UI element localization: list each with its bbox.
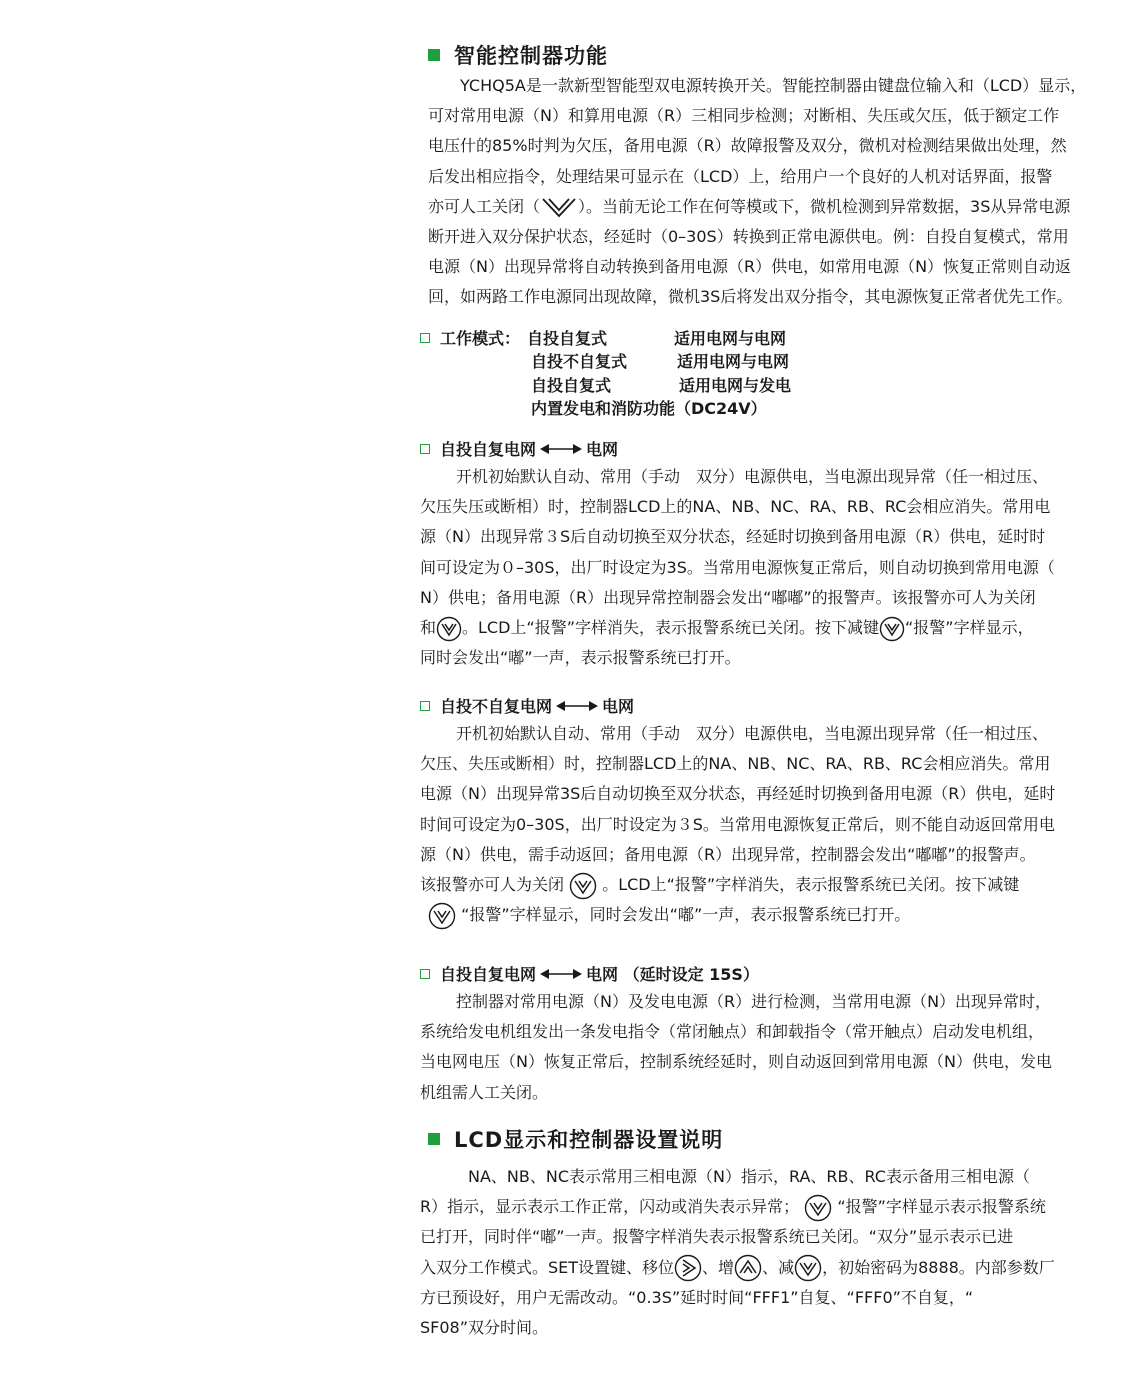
section1-paragraph [428, 71, 1112, 313]
text-line [420, 900, 1110, 930]
subsection-title-left: 自投不自复电网 [440, 697, 553, 716]
text-line [420, 870, 1110, 900]
block3-paragraph [420, 987, 1110, 1108]
text-line: 欠压、失压或断相）时，控制器LCD上的NA、NB、NC、RA、RB、RC会相应消失。常用 [420, 754, 1051, 774]
section-title-text: 智能控制器功能 [454, 44, 608, 68]
text-line: 系统给发电机组发出一条发电指令（常闭触点）和卸载指令（常开触点）启动发电机组， [420, 1022, 1045, 1042]
text-fragment: 、减 [762, 1257, 795, 1277]
hollow-square-bullet-icon [420, 333, 430, 343]
text-line: 时间可设定为0–30S，出厂时设定为３S。当常用电源恢复正常后，则不能自动返回常用电 [420, 814, 1055, 834]
text-fragment: “报警”字样显示， [905, 618, 1034, 638]
text-line: 可对常用电源（N）和算用电源（R）三相同步检测；对断相、失压或欠压，低于额定工作 [428, 106, 1060, 126]
mode-desc [674, 326, 786, 349]
text-fragment: R）指示，显示表示工作正常，闪动或消失表示异常； [420, 1197, 800, 1217]
text-line: 电源（N）出现异常将自动转换到备用电源（R）供电，如常用电源（N）恢复正常则自动返 [428, 257, 1072, 277]
double-arrow-icon [556, 701, 598, 711]
text-fragment: 、增 [702, 1257, 735, 1277]
text-fragment: “报警”字样显示表示报警系统 [837, 1197, 1046, 1217]
subsection-title-auto-switch-auto-restore [420, 437, 618, 460]
mode-name: 自投不自复式 [531, 352, 628, 371]
decrease-key-icon [428, 902, 456, 930]
mode-description: 适用电网与发电 [679, 376, 792, 395]
decrease-key-icon [804, 1194, 832, 1222]
mode-row [531, 396, 767, 419]
subsection-title-auto-switch-no-restore [420, 694, 634, 717]
text-line: 欠压失压或断相）时，控制器LCD上的NA、NB、NC、RA、RB、RC会相应消失。常用电 [420, 497, 1051, 517]
text-line: 当电网电压（N）恢复正常后，控制系统经延时，则自动返回到常用电源（N）供电，发电 [420, 1052, 1052, 1072]
text-fragment: 入双分工作模式。SET设置键、移位 [420, 1257, 675, 1277]
text-line [428, 192, 1112, 222]
text-line: 后发出相应指令，处理结果可显示在（LCD）上，给用户一个良好的人机对话界面，报警 [428, 166, 1053, 186]
text-line: 已打开，同时伴“嘟”一声。报警字样消失表示报警系统已关闭。“双分”显示表示已进 [420, 1227, 1014, 1247]
text-fragment: 和 [420, 618, 437, 638]
text-line: 方已预设好，用户无需改动。“0.3S”延时时间“FFF1”自复、“FFF0”不自复，“ [420, 1287, 974, 1307]
text-fragment: “报警”字样显示，同时会发出“嘟”一声，表示报警系统已打开。 [461, 905, 911, 925]
mode-name: 自投自复式 [527, 329, 608, 348]
double-arrow-icon [540, 444, 582, 454]
mode-name: 自投自复式 [531, 376, 612, 395]
text-line: 开机初始默认自动、常用（手动 双分）电源供电，当电源出现异常（任一相过压、 [456, 467, 1049, 486]
subsection-title-right: 电网 [602, 697, 635, 716]
green-square-bullet-icon [428, 49, 440, 61]
text-fragment: 。LCD上“报警”字样消失，表示报警系统已关闭。按下减键 [462, 618, 880, 638]
mode-row [531, 349, 627, 372]
subsection-title-right: 电网 （延时设定 15S） [586, 965, 759, 984]
hollow-square-bullet-icon [420, 969, 430, 979]
double-chevron-down-icon [540, 195, 578, 219]
shift-key-icon [674, 1254, 702, 1282]
mode-description: 适用电网与电网 [677, 352, 790, 371]
text-line: N）供电；备用电源（R）出现异常控制器会发出“嘟嘟”的报警声。该报警亦可人为关闭 [420, 587, 1036, 607]
subsection-title-right: 电网 [586, 440, 619, 459]
work-modes-label [420, 326, 520, 349]
text-line: 回，如两路工作电源同出现故障，微机3S后将发出双分指令，其电源恢复正常者优先工作。 [428, 287, 1073, 307]
increase-key-icon [734, 1254, 762, 1282]
subsection-title-left: 自投自复电网 [440, 440, 537, 459]
decrease-key-icon [436, 616, 462, 642]
mode-name: 内置发电和消防功能（DC24V） [531, 399, 767, 418]
text-line: 间可设定为０–30S，出厂时设定为3S。当常用电源恢复正常后，则自动切换到常用电源（ [420, 557, 1055, 577]
hollow-square-bullet-icon [420, 444, 430, 454]
text-line: 开机初始默认自动、常用（手动 双分）电源供电，当电源出现异常（任一相过压、 [456, 724, 1049, 743]
text-line: 断开进入双分保护状态，经延时（0–30S）转换到正常电源供电。例：自投自复模式，常用 [428, 227, 1069, 247]
text-line: 控制器对常用电源（N）及发电电源（R）进行检测，当常用电源（N）出现异常时， [456, 992, 1052, 1011]
text-line: NA、NB、NC表示常用三相电源（N）指示，RA、RB、RC表示备用三相电源（ [468, 1167, 1030, 1186]
mode-row [527, 326, 607, 349]
text-line: 源（N）出现异常３S后自动切换至双分状态，经延时切换到备用电源（R）供电，延时时 [420, 527, 1046, 547]
section-title-lcd-display-settings [428, 1124, 723, 1154]
mode-desc [677, 349, 789, 372]
hollow-square-bullet-icon [420, 701, 430, 711]
text-line [420, 1253, 1110, 1283]
green-square-bullet-icon [428, 1133, 440, 1145]
text-line: 同时会发出“嘟”一声，表示报警系统已打开。 [420, 648, 741, 668]
text-line: 电压什的85%时判为欠压，备用电源（R）故障报警及双分，微机对检测结果做出处理，然 [428, 136, 1067, 156]
text-fragment: 亦可人工关闭（ [428, 196, 541, 216]
mode-description: 适用电网与电网 [674, 329, 787, 348]
text-fragment: 。LCD上“报警”字样消失，表示报警系统已关闭。按下减键 [602, 875, 1020, 895]
text-line: 机组需人工关闭。 [420, 1082, 549, 1102]
subsection-title-generator-mode [420, 962, 759, 985]
text-line: 电源（N）出现异常3S后自动切换至双分状态，再经延时切换到备用电源（R）供电，延时 [420, 784, 1056, 804]
section-title-text: LCD显示和控制器设置说明 [454, 1128, 724, 1152]
work-modes-label-text: 工作模式： [440, 329, 521, 348]
decrease-key-icon [794, 1254, 822, 1282]
text-line: 源（N）供电，需手动返回；备用电源（R）出现异常，控制器会发出“嘟嘟”的报警声。 [420, 844, 1036, 864]
double-arrow-icon [540, 969, 582, 979]
section2-paragraph [420, 1162, 1110, 1343]
block1-paragraph [420, 462, 1110, 673]
text-line [420, 613, 1110, 643]
section-title-controller-functions [428, 40, 608, 70]
text-line [420, 1192, 1110, 1222]
mode-desc [679, 373, 791, 396]
decrease-key-icon [879, 616, 905, 642]
text-line: SF08”双分时间。 [420, 1318, 549, 1338]
block2-paragraph [420, 719, 1110, 930]
decrease-key-icon [569, 872, 597, 900]
subsection-title-left: 自投自复电网 [440, 965, 537, 984]
text-line: YCHQ5A是一款新型智能型双电源转换开关。智能控制器由键盘位输入和（LCD）显示， [460, 76, 1087, 95]
text-fragment: ，初始密码为8888。内部参数厂 [822, 1257, 1055, 1277]
mode-row [531, 373, 611, 396]
text-fragment: ）。当前无论工作在何等模或下，微机检测到异常数据，3S从异常电源 [578, 196, 1071, 216]
text-fragment: 该报警亦可人为关闭 [420, 875, 565, 895]
